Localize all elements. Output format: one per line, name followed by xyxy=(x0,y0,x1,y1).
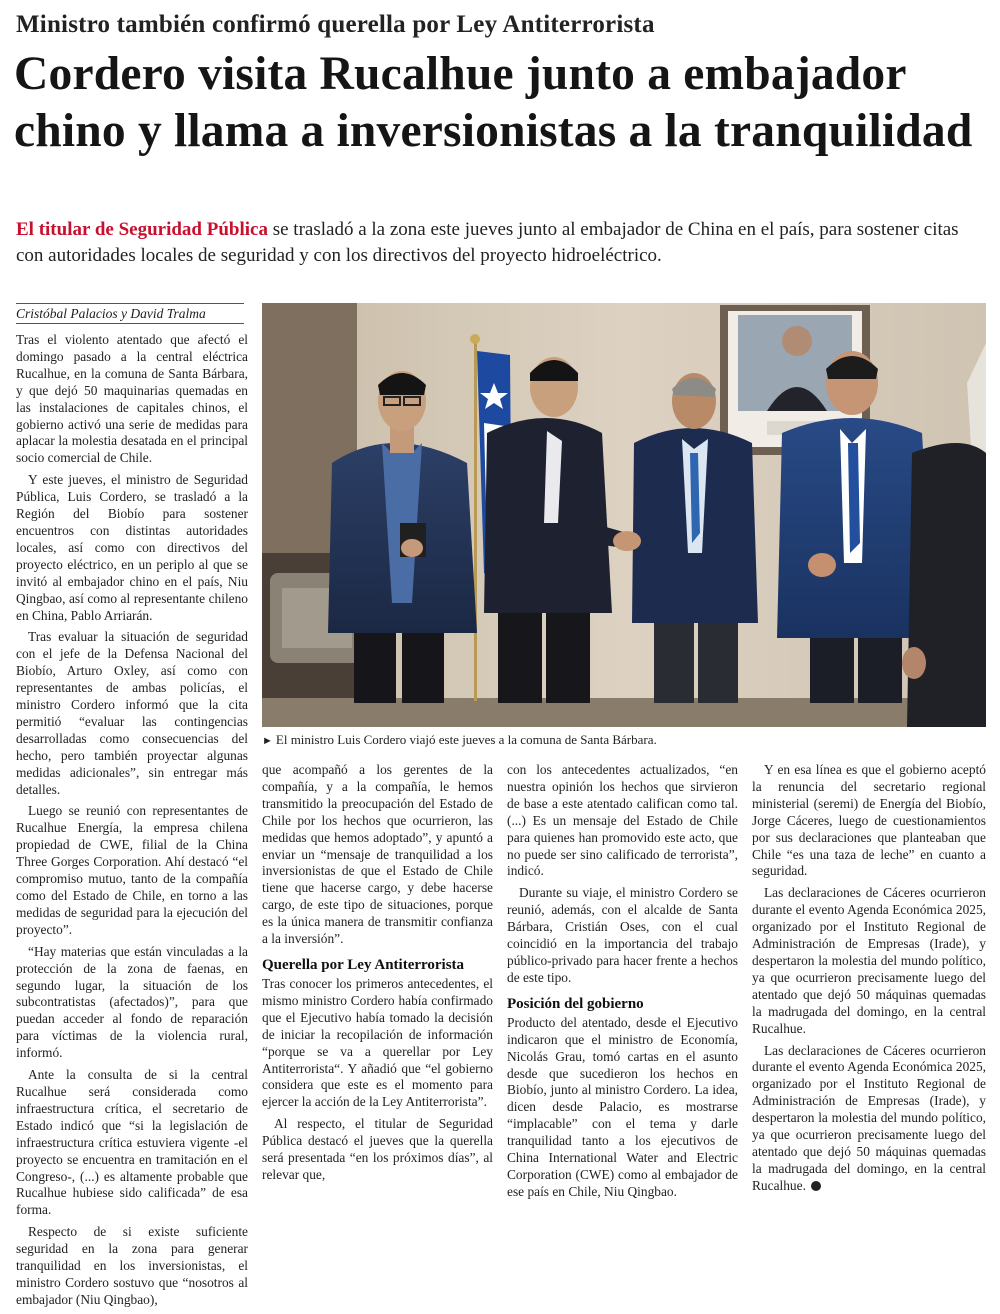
byline-rule-bottom xyxy=(16,323,244,324)
paragraph: “Hay materias que están vinculadas a la protección de la zona de faenas, en segundo lugar, la situación de los subcontratistas (afectados)”, para que puedan acceder al fondo de reparación para víctimas de la violencia rural, informó. xyxy=(16,943,248,1061)
meeting-photo-illustration xyxy=(262,303,986,727)
article-column-3 xyxy=(507,762,738,1206)
paragraph: Respecto de si existe suficiente seguridad en la zona para generar tranquilidad en los inversionistas, el ministro Cordero sostuvo que “nosotros al embajador (Niu Qingbao), xyxy=(16,1224,248,1307)
byline-rule xyxy=(16,303,244,304)
article-lead xyxy=(16,217,986,269)
paragraph: Al respecto, el titular de Seguridad Pública destacó el jueves que la querella será presentada “en los próximos días”, al relevar que, xyxy=(262,1116,493,1182)
photo-caption xyxy=(262,731,986,750)
article-photo xyxy=(262,303,986,727)
byline: Cristóbal Palacios y David Tralma xyxy=(16,306,206,321)
article-column-1 xyxy=(16,332,248,1314)
paragraph: con los antecedentes actualizados, “en nuestra opinión los hechos que sirvieron de base a este atentado califican como tal. (...) Es un mensaje del Estado de Chile para quienes han promovido este acto, que no puede ser sino calificado de terrorista”, indicó. xyxy=(507,762,738,879)
paragraph: Y en esa línea es que el gobierno aceptó la renuncia del secretario regional ministerial (seremi) de Energía del Biobío, Jorge Cáceres, luego de cuestionamientos por sus declaraciones que planteaban que Chile “es una taza de leche” en cuanto a seguridad. xyxy=(752,762,986,879)
section-heading: Querella por Ley Antiterrorista xyxy=(262,956,465,973)
paragraph: Ante la consulta de si la central Rucalhue será considerada como infraestructura crítica, el secretario de Estado indicó que “si la legislación de infraestructura crítica estuviera vigente -el proyecto se encuentra en tramitación en el Congreso-, (...) es altamente probable que Rucalhue hubiese sido calificada” de esa forma. xyxy=(16,1067,248,1218)
paragraph: que acompañó a los gerentes de la compañía, y a la compañía, le hemos transmitido la preocupación del Estado de Chile por los hechos que ocurrieron, las medidas que hemos adoptado”, y apuntó a enviar un “mensaje de tranquilidad a los inversionistas de que el Estado de Chile tiene que hacerse cargo, y debe hacerse cargo, de este tipo de situaciones, porque es la única manera de transmitir confianza a la inversión”. xyxy=(262,762,493,947)
paragraph: Tras conocer los primeros antecedentes, el mismo ministro Cordero había confirmado que el Ejecutivo había tomado la decisión de iniciar la recopilación de información “porque se va a querellar por Ley Antiterrorista“. Y añadió que “el gobierno considera que este es el momento para ejercer la acción de la Ley Antiterrorista”. xyxy=(262,975,493,1110)
section-heading: Posición del gobierno xyxy=(507,995,644,1012)
article-column-2 xyxy=(262,762,493,1189)
article-headline: Cordero visita Rucalhue junto a embajador chino y llama a inversionistas a la tranquilidad xyxy=(14,48,973,157)
article-kicker: Ministro también confirmó querella por Ley Antiterrorista xyxy=(16,11,655,38)
paragraph-text: Las declaraciones de Cáceres ocurrieron durante el evento Agenda Económica 2025, organizado por el Instituto Regional de Administración de Empresas (Irade), y despertaron la molestia del mundo político, ya que ocurrieron precisamente luego del atentado que dejó 50 máquinas quemadas la madrugada del domingo, en la central Rucalhue. xyxy=(752,1042,986,1193)
paragraph: Tras evaluar la situación de seguridad con el jefe de la Defensa Nacional del Biobío, Arturo Oxley, así como con representantes de ambas policías, el ministro Cordero informó que la cita permitió “evaluar las contingencias desarrolladas como consecuencias del hecho, pero también proyectar algunas medidas adicionales”, sin entregar más detalles. xyxy=(16,629,248,797)
photo-caption-text: El ministro Luis Cordero viajó este jueves a la comuna de Santa Bárbara. xyxy=(275,732,657,747)
paragraph: Producto del atentado, desde el Ejecutivo indicaron que el ministro de Economía, Nicolás Grau, tomó cartas en el asunto desde que sucedieron los hechos en Biobío, junto al ministro Cordero. La idea, dicen desde Palacio, es mostrarse “implacable” con el tema y darle tranquilidad tanto a los ejecutivos de China International Water and Electric Corporation (CWE) como al embajador de ese país en Chile, Niu Qingbao. xyxy=(507,1014,738,1199)
caption-triangle-icon: ► xyxy=(262,735,273,747)
end-of-article-dot-icon xyxy=(811,1181,821,1191)
paragraph: Las declaraciones de Cáceres ocurrieron durante el evento Agenda Económica 2025, organizado por el Instituto Regional de Administración de Empresas (Irade), y despertaron la molestia del mundo político, ya que ocurrieron precisamente luego del atentado que dejó 50 máquinas quemadas la madrugada del domingo, en la central Rucalhue. xyxy=(752,885,986,1036)
lead-text: se trasladó a la zona este jueves junto al embajador de China en el país, para sostener citas con autoridades locales de seguridad y con los directivos del proyecto hidroeléctrico. xyxy=(16,219,959,266)
paragraph: Tras el violento atentado que afectó el domingo pasado a la central eléctrica Rucalhue, en la comuna de Santa Bárbara, y que dejó 50 maquinarias quemadas en las instalaciones de capitales chinos, el gobierno activó una serie de medidas para aplacar la molestia desatada en el principal socio comercial de Chile. xyxy=(16,332,248,466)
article-column-4 xyxy=(752,762,986,1200)
paragraph: Luego se reunió con representantes de Rucalhue Energía, la empresa chilena propiedad de CWE, filial de la China Three Gorges Corporation. Ahí destacó “el compromiso mutuo, tanto de la compañía como del Estado de Chile, en torno a las medidas de seguridad para la ejecución del proyecto”. xyxy=(16,803,248,937)
paragraph: Y este jueves, el ministro de Seguridad Pública, Luis Cordero, se trasladó a la Región del Biobío para sostener encuentros con distintas autoridades locales, así como con directivos del proyecto eléctrico, en un periplo al que se invitó al embajador chino en el país, Niu Qingbao, así como al representante chileno en China, Pablo Arriarán. xyxy=(16,472,248,623)
paragraph: Durante su viaje, el ministro Cordero se reunió, además, con el alcalde de Santa Bárbara, Cristián Oses, con el cual coincidió en la importancia del trabajo público-privado para hacer frente a hechos de este tipo. xyxy=(507,885,738,985)
lead-accent: El titular de Seguridad Pública xyxy=(16,219,268,240)
paragraph-last xyxy=(752,1043,986,1195)
